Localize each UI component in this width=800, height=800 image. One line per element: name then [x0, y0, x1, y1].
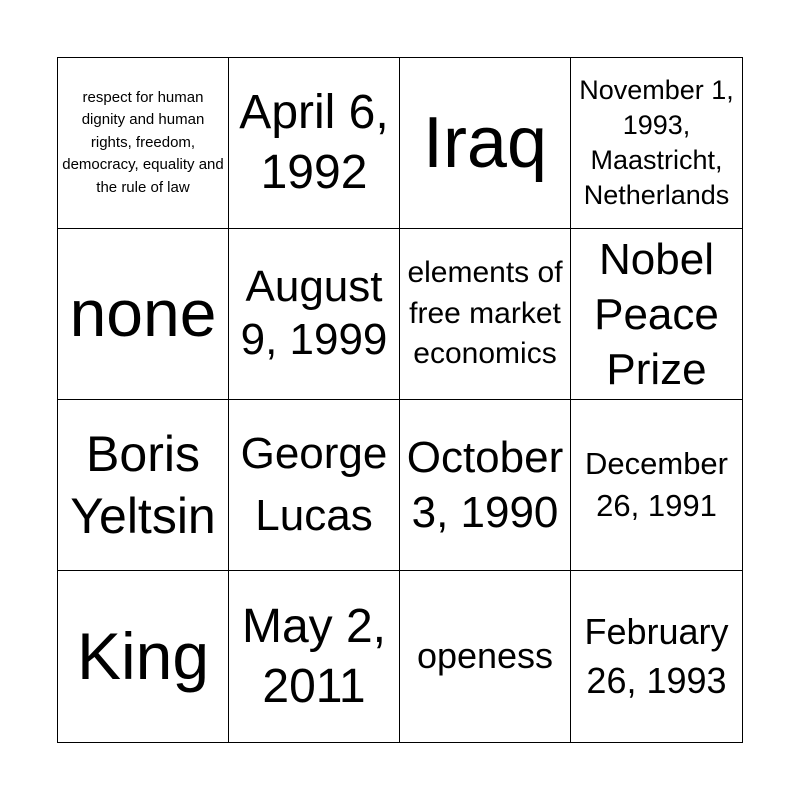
bingo-cell[interactable] — [229, 400, 400, 571]
cell-text: December 26, 1991 — [585, 446, 728, 523]
bingo-cell[interactable] — [58, 58, 229, 229]
cell-text: August 9, 1999 — [240, 262, 388, 364]
bingo-cell[interactable] — [229, 58, 400, 229]
cell-text: Iraq — [422, 102, 548, 183]
cell-text: respect for human dignity and human rights, freedom, democracy, equality and the rule of law — [62, 88, 224, 196]
bingo-cell[interactable] — [400, 229, 571, 400]
bingo-cell[interactable] — [400, 571, 571, 742]
bingo-cell[interactable] — [58, 229, 229, 400]
bingo-cell[interactable] — [400, 58, 571, 229]
cell-text: none — [69, 276, 217, 351]
cell-text: King — [76, 618, 210, 693]
cell-text: February 26, 1993 — [584, 610, 729, 701]
cell-text: George Lucas — [240, 429, 388, 540]
bingo-cell[interactable] — [571, 229, 742, 400]
bingo-cell[interactable] — [229, 229, 400, 400]
bingo-card — [57, 57, 743, 743]
bingo-cell[interactable] — [58, 400, 229, 571]
cell-text: Nobel Peace Prize — [594, 234, 719, 394]
bingo-cell[interactable] — [571, 400, 742, 571]
bingo-cell[interactable] — [229, 571, 400, 742]
bingo-cell[interactable] — [400, 400, 571, 571]
cell-text: openess — [416, 635, 554, 677]
cell-text: November 1, 1993, Maastricht, Netherlands — [579, 74, 734, 211]
cell-text: May 2, 2011 — [241, 599, 387, 713]
cell-text: October 3, 1990 — [406, 433, 564, 537]
cell-text: elements of free market economics — [407, 256, 563, 371]
cell-text: Boris Yeltsin — [70, 425, 216, 544]
bingo-cell[interactable] — [571, 58, 742, 229]
bingo-cell[interactable] — [58, 571, 229, 742]
bingo-cell[interactable] — [571, 571, 742, 742]
cell-text: April 6, 1992 — [239, 86, 389, 199]
